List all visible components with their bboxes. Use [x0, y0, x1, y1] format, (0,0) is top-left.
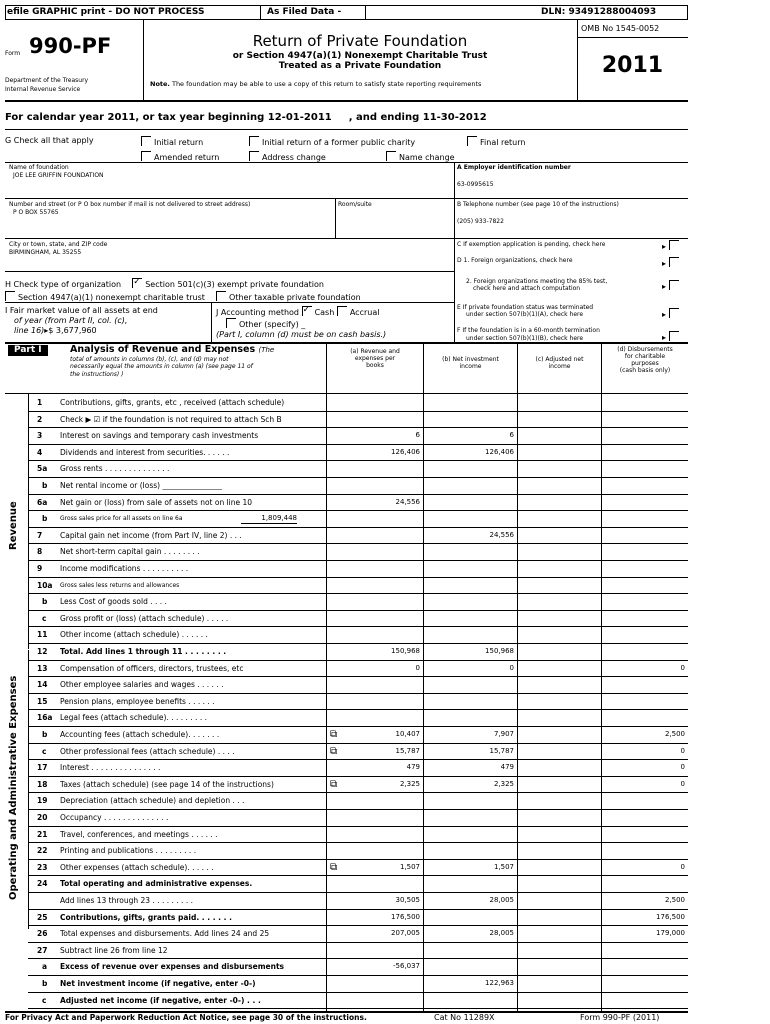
g-initial-return[interactable]: Initial return — [141, 136, 203, 148]
phone-value: (205) 933-7822 — [457, 218, 504, 225]
table-row — [5, 809, 688, 826]
table-row — [5, 510, 688, 527]
cell-dd: 0 — [680, 763, 685, 772]
checkbox[interactable] — [141, 151, 151, 161]
cell-b: 24,556 — [489, 530, 514, 539]
cell-b: 479 — [500, 763, 514, 772]
line-number: b — [42, 597, 48, 607]
line-number: 27 — [37, 945, 48, 955]
table-row — [5, 975, 688, 992]
line-number: 20 — [37, 813, 48, 822]
footer-privacy: For Privacy Act and Paperwork Reduction Act Notice, see page 30 of the instructions. — [5, 1013, 367, 1022]
line-description: Depreciation (attach schedule) and depletion . . . — [60, 796, 245, 806]
table-row — [5, 709, 688, 726]
attachment-icon[interactable]: ⧉ — [330, 745, 338, 757]
table-row — [5, 743, 688, 760]
cell-b: 122,963 — [485, 979, 514, 987]
part1-intro-3: the instructions) ) — [70, 371, 124, 378]
expenses-side-label: Operating and Administrative Expenses — [8, 675, 19, 900]
f-termination: F If the foundation is in a 60-month termination — [457, 327, 600, 334]
d1-checkbox[interactable]: ▸ — [662, 257, 682, 269]
table-row — [5, 875, 688, 892]
cell-a: 0 — [415, 663, 420, 672]
cell-a: 2,325 — [399, 779, 420, 788]
table-row — [5, 444, 688, 461]
table-row — [5, 527, 688, 544]
f-checkbox[interactable]: ▸ — [662, 331, 682, 343]
line-number: 5a — [37, 464, 48, 474]
cell-b: 28,005 — [489, 929, 514, 938]
line-description: Contributions, gifts, grants paid. . . . . . . — [60, 912, 232, 922]
table-row — [5, 626, 688, 643]
line-number: c — [42, 613, 47, 623]
form-title: Return of Private Foundation — [252, 32, 468, 50]
cell-a: 10,407 — [395, 730, 420, 738]
line-number: b — [42, 979, 48, 988]
footer-cat: Cat No 11289X — [434, 1013, 495, 1022]
cell-a: 30,505 — [395, 896, 420, 904]
line-description: Income modifications . . . . . . . . . . — [60, 564, 189, 573]
street-label: Number and street (or P O box number if mail is not delivered to street address) — [9, 201, 251, 208]
j-other: Other (specify) _ — [226, 318, 305, 330]
h-other-checkbox[interactable] — [216, 291, 226, 301]
line-description: Check ▶ ☑ if the foundation is not required to attach Sch B — [60, 414, 282, 424]
c-exemption: C If exemption application is pending, check here — [457, 241, 606, 248]
col-c-header: (c) Adjusted net income — [535, 356, 584, 370]
checkbox[interactable] — [249, 136, 259, 146]
cell-a: 207,005 — [391, 929, 420, 938]
checkbox[interactable] — [249, 151, 259, 161]
line-description: Add lines 13 through 23 . . . . . . . . . — [60, 896, 193, 905]
line-description: Other income (attach schedule) . . . . . . — [60, 630, 208, 640]
line-number: 13 — [37, 663, 48, 673]
table-row — [5, 992, 688, 1009]
h-501c3-checkbox[interactable] — [132, 278, 142, 288]
line-description: Taxes (attach schedule) (see page 14 of the instructions) — [60, 779, 274, 789]
col-a-header: (a) Revenue and expenses per books — [350, 348, 400, 369]
d2-foreign-85: 2. Foreign organizations meeting the 85% test, — [466, 278, 608, 285]
cell-b: 150,968 — [485, 647, 514, 655]
cell-dd: 176,500 — [656, 912, 685, 921]
cell-a: -56,037 — [392, 962, 420, 971]
table-row — [5, 427, 688, 444]
table-row — [5, 560, 688, 577]
foundation-name: JOE LEE GRIFFIN FOUNDATION — [13, 172, 104, 179]
line-description: Dividends and interest from securities. . . . . . — [60, 447, 230, 457]
checkbox[interactable] — [386, 151, 396, 161]
i-fmv-line2: of year (from Part II, col. (c), — [14, 316, 128, 325]
cell-a: 126,406 — [391, 447, 420, 456]
cell-a: 176,500 — [391, 912, 420, 921]
line-description: Total operating and administrative expenses. — [60, 879, 253, 889]
d2-foreign-85-b: check here and attach computation — [473, 285, 581, 292]
footer-form: Form 990-PF (2011) — [580, 1013, 660, 1022]
cell-dd: 0 — [680, 746, 685, 755]
table-row — [5, 925, 688, 942]
cell-a: 24,556 — [395, 497, 420, 506]
line-number: 3 — [37, 431, 43, 441]
table-row — [5, 543, 688, 560]
line-number: 1 — [37, 398, 43, 407]
col-d-header: (d) Disbursements for charitable purposes (cash basis only) — [617, 346, 673, 374]
cell-dd: 2,500 — [664, 730, 685, 738]
line-number: 26 — [37, 929, 48, 939]
line-number: b — [42, 730, 48, 739]
note-label: Note. — [150, 80, 170, 88]
line-number: 6a — [37, 497, 48, 507]
room-label: Room/suite — [338, 201, 372, 208]
part1-label: Part I — [8, 345, 48, 356]
efile-label: efile GRAPHIC print - DO NOT PROCESS — [7, 7, 205, 17]
line-description: Travel, conferences, and meetings . . . . . . — [60, 829, 218, 839]
table-row — [5, 942, 688, 959]
table-row — [5, 776, 688, 793]
line-number: 12 — [37, 647, 48, 656]
line-description: Net short-term capital gain . . . . . . . . — [60, 547, 200, 557]
gross-sales-value: 1,809,448 — [241, 514, 297, 524]
form-number: 990-PF — [29, 34, 112, 58]
ein-label: A Employer identification number — [457, 164, 571, 171]
table-row — [5, 477, 688, 494]
cell-a: 150,968 — [391, 647, 420, 655]
table-row — [5, 660, 688, 677]
table-row — [5, 958, 688, 975]
line-description: Net gain or (loss) from sale of assets not on line 10 — [60, 497, 253, 507]
j-other-checkbox[interactable] — [226, 318, 236, 328]
e-terminated-b: under section 507(b)(1)(A), check here — [466, 311, 584, 318]
g-initial-former[interactable]: Initial return of a former public charity — [249, 136, 415, 148]
table-row — [5, 577, 688, 594]
calendar-end: , and ending 11-30-2012 — [348, 112, 487, 123]
line-number: 9 — [37, 564, 43, 573]
line-number: 16a — [37, 713, 53, 723]
line-description: Pension plans, employee benefits . . . . . . — [60, 696, 215, 706]
d2-checkbox[interactable]: ▸ — [662, 280, 682, 292]
phone-label: B Telephone number (see page 10 of the instructions) — [457, 201, 619, 208]
line-description: Total. Add lines 1 through 11 . . . . . . . . — [60, 647, 227, 656]
cell-a: 15,787 — [395, 746, 420, 755]
as-filed-label: As Filed Data - — [267, 7, 342, 17]
i-fmv-line1: I Fair market value of all assets at end — [5, 306, 158, 315]
j-accounting: J Accounting method ✓ Cash Accrual — [216, 306, 379, 318]
cell-dd: 2,500 — [664, 896, 685, 904]
table-row — [5, 726, 688, 743]
j-note: (Part I, column (d) must be on cash basis.) — [216, 330, 387, 339]
line-number: 2 — [37, 414, 43, 424]
line-description: Capital gain net income (from Part IV, line 2) . . . — [60, 530, 242, 540]
line-number: 21 — [37, 829, 48, 839]
note-text: The foundation may be able to use a copy of this return to satisfy state reporting requirements — [171, 80, 482, 88]
cell-b: 7,907 — [493, 730, 514, 738]
cell-b: 6 — [509, 431, 514, 440]
table-row — [5, 826, 688, 843]
table-row — [5, 909, 688, 926]
line-number: 14 — [37, 680, 48, 690]
line-description: Excess of revenue over expenses and disbursements — [60, 962, 285, 972]
part1-intro-1: total of amounts in columns (b), (c), and (d) may not — [70, 356, 229, 363]
line-description: Adjusted net income (if negative, enter -0-) . . . — [60, 995, 261, 1005]
line-description: Less Cost of goods sold . . . . — [60, 597, 167, 607]
line-description: Printing and publications . . . . . . . . . — [60, 846, 197, 856]
attachment-icon[interactable]: ⧉ — [330, 729, 338, 740]
table-row — [5, 892, 688, 909]
line-number: 11 — [37, 630, 48, 640]
attachment-icon[interactable]: ⧉ — [330, 778, 338, 790]
line-number: c — [42, 995, 47, 1005]
ein-value: 63-0995615 — [457, 181, 494, 188]
j-cash-checkbox[interactable] — [302, 306, 312, 316]
dept-treasury: Department of the Treasury — [5, 77, 89, 84]
line-number: 8 — [37, 547, 43, 557]
table-row — [5, 842, 688, 859]
line-description: Gross sales price for all assets on line 6a — [60, 515, 183, 523]
line-number: 23 — [37, 862, 48, 872]
col-b-header: (b) Net investment income — [442, 356, 499, 370]
cell-dd: 179,000 — [656, 929, 685, 938]
line-number: c — [42, 746, 47, 756]
line-description: Interest on savings and temporary cash investments — [60, 431, 259, 441]
table-row — [5, 494, 688, 511]
table-row — [5, 792, 688, 809]
g-name-change[interactable]: Name change — [386, 151, 455, 163]
line-description: Subtract line 26 from line 12 — [60, 945, 168, 955]
name-label: Name of foundation — [9, 164, 69, 171]
line-description: Net investment income (if negative, enter -0-) — [60, 979, 256, 988]
form-note — [150, 81, 481, 89]
line-description: Other expenses (attach schedule). . . . . . — [60, 862, 214, 872]
form-prefix: Form — [5, 50, 21, 57]
i-fmv-line3: line 16)▸$ 3,677,960 — [14, 326, 97, 335]
line-description: Accounting fees (attach schedule). . . . . . . — [60, 730, 220, 739]
line-number: 4 — [37, 447, 43, 457]
line-description: Other employee salaries and wages . . . . . . — [60, 680, 224, 690]
cell-b: 0 — [509, 663, 514, 672]
line-description: Net rental income or (loss) ________________ — [60, 481, 223, 490]
line-number: b — [42, 481, 48, 490]
cell-b: 1,507 — [493, 862, 514, 871]
table-row — [5, 394, 688, 411]
city-label: City or town, state, and ZIP code — [9, 241, 108, 248]
line-description: Interest . . . . . . . . . . . . . . . — [60, 763, 161, 773]
cell-b: 2,325 — [493, 779, 514, 788]
attachment-icon[interactable]: ⧉ — [330, 861, 338, 873]
f-termination-b: under section 507(b)(1)(B), check here — [466, 335, 584, 342]
cell-b: 28,005 — [489, 896, 514, 904]
part1-title: Analysis of Revenue and Expenses (The — [70, 344, 275, 355]
street-value: P O BOX 55765 — [13, 209, 59, 216]
g-address-change[interactable]: Address change — [249, 151, 326, 163]
c-checkbox[interactable]: ▸ — [662, 240, 682, 252]
line-description: Contributions, gifts, grants, etc , received (attach schedule) — [60, 398, 285, 407]
table-row — [5, 460, 688, 477]
cell-b: 126,406 — [485, 447, 514, 456]
checkbox[interactable] — [141, 136, 151, 146]
table-row — [5, 593, 688, 610]
line-number: 7 — [37, 530, 43, 540]
cell-dd: 0 — [680, 663, 685, 672]
g-amended-return[interactable]: Amended return — [141, 151, 219, 163]
line-number: 10a — [37, 580, 53, 590]
h-4947-checkbox[interactable] — [5, 291, 15, 301]
line-description: Occupancy . . . . . . . . . . . . . . — [60, 813, 169, 822]
tax-year: 2011 — [601, 53, 664, 78]
city-value: BIRMINGHAM, AL 35255 — [9, 249, 82, 256]
calendar-begin: For calendar year 2011, or tax year beginning 12-01-2011 — [5, 112, 332, 123]
line-number: 22 — [37, 846, 48, 856]
omb-number: OMB No 1545-0052 — [581, 24, 660, 33]
cell-a: 6 — [415, 431, 420, 440]
line-number: b — [42, 514, 48, 524]
table-row — [5, 643, 688, 660]
part1-intro-2: necessarily equal the amounts in column (a) (see page 11 of — [70, 363, 253, 370]
cell-dd: 0 — [680, 779, 685, 788]
j-accrual-checkbox[interactable] — [337, 306, 347, 316]
cell-a: 479 — [406, 763, 420, 772]
table-row — [5, 411, 688, 428]
line-description: Gross sales less returns and allowances — [60, 581, 180, 589]
g-label: G Check all that apply — [5, 136, 94, 145]
checkbox[interactable] — [467, 136, 477, 146]
line-description: Compensation of officers, directors, trustees, etc — [60, 663, 244, 673]
line-description: Legal fees (attach schedule). . . . . . . . . — [60, 713, 207, 723]
dept-irs: Internal Revenue Service — [5, 86, 81, 93]
g-final-return[interactable]: Final return — [467, 136, 525, 148]
line-description: Other professional fees (attach schedule) . . . . — [60, 746, 235, 756]
e-checkbox[interactable]: ▸ — [662, 308, 682, 320]
line-number: 24 — [37, 879, 48, 889]
line-description: Gross profit or (loss) (attach schedule) . . . . . — [60, 613, 229, 623]
table-row — [5, 610, 688, 627]
cell-dd: 0 — [680, 862, 685, 871]
e-terminated: E If private foundation status was terminated — [457, 304, 594, 311]
calendar-year — [5, 112, 487, 124]
form-subtitle-1: or Section 4947(a)(1) Nonexempt Charitable Trust — [232, 51, 488, 61]
line-number: 19 — [37, 796, 48, 806]
dln-label: DLN: 93491288004093 — [541, 7, 657, 17]
d1-foreign: D 1. Foreign organizations, check here — [457, 257, 573, 264]
table-row — [5, 693, 688, 710]
table-row — [5, 759, 688, 776]
line-number: 18 — [37, 779, 48, 789]
revenue-side-label: Revenue — [8, 501, 19, 550]
cell-b: 15,787 — [489, 746, 514, 755]
h-line-2: Section 4947(a)(1) nonexempt charitable trust Other taxable private foundation — [5, 291, 361, 303]
table-row — [5, 676, 688, 693]
line-description: Total expenses and disbursements. Add lines 24 and 25 — [60, 929, 270, 939]
line-number: 25 — [37, 912, 48, 922]
line-description: Gross rents . . . . . . . . . . . . . . — [60, 464, 170, 474]
line-number: 17 — [37, 763, 48, 773]
line-number: a — [42, 962, 48, 972]
form-page — [5, 5, 688, 1022]
cell-a: 1,507 — [399, 862, 420, 871]
h-label: H Check type of organization ✓ Section 501(c)(3) exempt private foundation — [5, 278, 324, 290]
line-number: 15 — [37, 696, 48, 706]
i-fmv-value: $ 3,677,960 — [48, 326, 97, 335]
table-row — [5, 859, 688, 876]
form-subtitle-2: Treated as a Private Foundation — [278, 61, 442, 71]
